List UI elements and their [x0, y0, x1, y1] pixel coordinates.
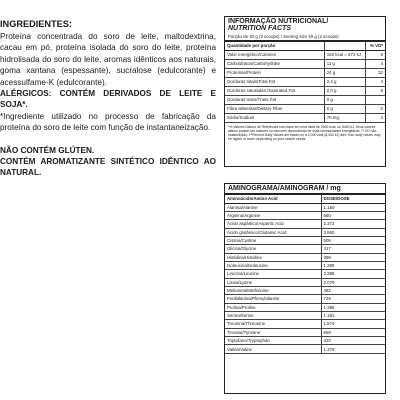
table-row [225, 211, 385, 219]
nutrient-amount: 11 g [324, 59, 366, 68]
nutrient-name: Sódio/Sodium [225, 113, 324, 122]
nutrient-amount: 2,0 g [324, 86, 366, 95]
nutrition-title: INFORMAÇÃO NUTRICIONAL/ [228, 18, 329, 25]
nutrient-amount: 70 mg [324, 113, 366, 122]
amino-acid-dose: 669 [321, 328, 385, 336]
amino-acid-dose: 2.372 [321, 220, 385, 228]
table-row [225, 236, 385, 244]
aminogram-grid [225, 195, 385, 354]
table-row [225, 278, 385, 286]
nutrient-name: Fibra alimentar/Dietary Fiber [225, 104, 324, 113]
amino-acid-dose: 417 [321, 245, 385, 253]
nutrient-vd [366, 95, 385, 104]
nutrient-amount: 0 g [324, 104, 366, 113]
table-row [225, 104, 385, 113]
header-quantity: Quantidade por porção [225, 42, 324, 50]
nutrition-footnote: *% Valores Diários de Referência com base em uma dieta de 2000 kcal, ou 8400 kJ. Seus valores diários podem ser maiores ou menores dependendo de suas necessidades energéticas. ** VD não estabelecido. / *Percent Daily Values are based on a 2,000 kcal (8,400 kJ) diet. Your daily values may be higher or lower depending on your calorie needs. [228, 124, 381, 142]
table-row [225, 320, 385, 328]
table-row [225, 295, 385, 303]
amino-acid-dose: 3.860 [321, 228, 385, 236]
amino-acid-name: Glicina/Glycine [225, 245, 321, 253]
ingredient-note: *Ingrediente utilizado no processo de fabricação da proteína do soro de leite com função de instantaneização. [0, 111, 216, 133]
nutrition-subtitle: NUTRITION FACTS [228, 25, 291, 33]
table-row [225, 86, 385, 95]
amino-acid-name: Valina/Valine [225, 345, 321, 353]
nutrient-amount: 0 g [324, 95, 366, 104]
amino-acid-dose: 2.385 [321, 270, 385, 278]
table-row [225, 253, 385, 261]
table-row [225, 77, 385, 86]
allergens-text: ALÉRGICOS: CONTÉM DERIVADOS DE LEITE E SOJA*. [0, 89, 216, 110]
amino-acid-name: Serina/Serine [225, 311, 321, 319]
table-row [225, 220, 385, 228]
nutrient-amount: 2,4 g [324, 77, 366, 86]
amino-acid-name: Fenilalanina/Phenylalanine [225, 295, 321, 303]
amino-acid-name: Leucina/Leucine [225, 270, 321, 278]
nutrient-vd: 9 [366, 86, 385, 95]
table-row [225, 303, 385, 311]
header-dose: DOSE/DOSE [321, 195, 385, 203]
nutrient-name: Valor energético/Calories [225, 50, 324, 59]
amino-acid-name: Treonina/Threonine [225, 320, 321, 328]
amino-acid-name: Histidina/Histidine [225, 253, 321, 261]
amino-acid-name: Prolina/Proline [225, 303, 321, 311]
amino-acid-name: Tirosina/Tyrosine [225, 328, 321, 336]
portion-size: Porção de 40 g (2 scoops) / Serving size 40 g (2 scoops) [225, 33, 385, 42]
amino-acid-name: Alanina/Alanine [225, 203, 321, 211]
spacer [0, 134, 216, 145]
table-row [225, 286, 385, 294]
nutrient-name: Carboidratos/Carbohydrate [225, 59, 324, 68]
table-row [225, 50, 385, 59]
table-row [225, 59, 385, 68]
header-vd: % VD* [366, 42, 385, 50]
amino-acid-dose: 482 [321, 286, 385, 294]
table-row [225, 245, 385, 253]
table-row [225, 328, 385, 336]
nutrient-name: Gorduras totais/Total Fat [225, 77, 324, 86]
gluten-statement: NÃO CONTÉM GLÚTEN. [0, 145, 95, 155]
table-row [225, 337, 385, 345]
table-row [225, 345, 385, 353]
amino-acid-name: Lisina/Lysine [225, 278, 321, 286]
amino-acid-dose: 1.289 [321, 261, 385, 269]
ingredients-section [0, 18, 216, 179]
aminogram-title: AMINOGRAMA/AMINOGRAM / mg [225, 184, 385, 195]
nutrition-grid [225, 42, 385, 123]
table-row [225, 113, 385, 122]
amino-acid-name: Ácido aspártico/Aspartic Acid [225, 220, 321, 228]
table-row [225, 95, 385, 104]
nutrition-facts-table [224, 16, 386, 167]
nutrition-header-row [225, 42, 385, 50]
aminogram-header-row [225, 195, 385, 203]
amino-acid-dose: 560 [321, 211, 385, 219]
amino-acid-dose: 1.574 [321, 320, 385, 328]
table-row [225, 68, 385, 77]
table-row [225, 270, 385, 278]
table-row [225, 203, 385, 211]
amino-acid-name: Isoleucina/Isoleucine [225, 261, 321, 269]
aminogram-table [224, 183, 386, 394]
amino-acid-dose: 2.079 [321, 278, 385, 286]
nutrient-vd: 8 [366, 50, 385, 59]
amino-acid-dose: 505 [321, 236, 385, 244]
header-amount [324, 42, 366, 50]
ingredients-text: Proteína concentrada do soro de leite, maltodextrina, cacau em pó, proteína isolada do soro do leite, proteína hidrolisada do soro do leite, aromas idênticos aos naturais, goma xantana (espessante), sucralose (edulcorante) e acessulfame-K (edulcorante). [0, 32, 216, 87]
nutrient-amount: 24 g [324, 68, 366, 77]
amino-acid-name: Arginina/Arginine [225, 211, 321, 219]
nutrient-name: Gorduras trans/Trans Fat [225, 95, 324, 104]
amino-acid-dose: 420 [321, 337, 385, 345]
ingredients-heading: INGREDIENTES: [0, 19, 72, 29]
amino-acid-dose: 1.385 [321, 303, 385, 311]
nutrient-vd: 32 [366, 68, 385, 77]
table-row [225, 261, 385, 269]
amino-acid-name: Ácido glutâmico/Glutamic Acid [225, 228, 321, 236]
nutrient-amount: 160 kcal = 672 kJ [324, 50, 366, 59]
nutrient-vd: 4 [366, 59, 385, 68]
table-row [225, 311, 385, 319]
amino-acid-name: Cistina/Cystine [225, 236, 321, 244]
amino-acid-dose: 1.378 [321, 345, 385, 353]
amino-acid-dose: 1.150 [321, 203, 385, 211]
amino-acid-name: Metionina/Methionine [225, 286, 321, 294]
header-amino-acid: Aminoácido/Amino Acid [225, 195, 321, 203]
table-row [225, 228, 385, 236]
nutrient-vd: 3 [366, 113, 385, 122]
amino-acid-dose: 1.191 [321, 311, 385, 319]
amino-acid-name: Triptofano/Tryptophan [225, 337, 321, 345]
nutrient-vd: 0 [366, 104, 385, 113]
amino-acid-dose: 729 [321, 295, 385, 303]
nutrient-name: Proteínas/Protein [225, 68, 324, 77]
flavor-statement: CONTÉM AROMATIZANTE SINTÉTICO IDÊNTICO AO NATURAL. [0, 157, 216, 178]
nutrient-vd: 4 [366, 77, 385, 86]
amino-acid-dose: 398 [321, 253, 385, 261]
nutrient-name: Gorduras saturadas /Saturated Fat [225, 86, 324, 95]
